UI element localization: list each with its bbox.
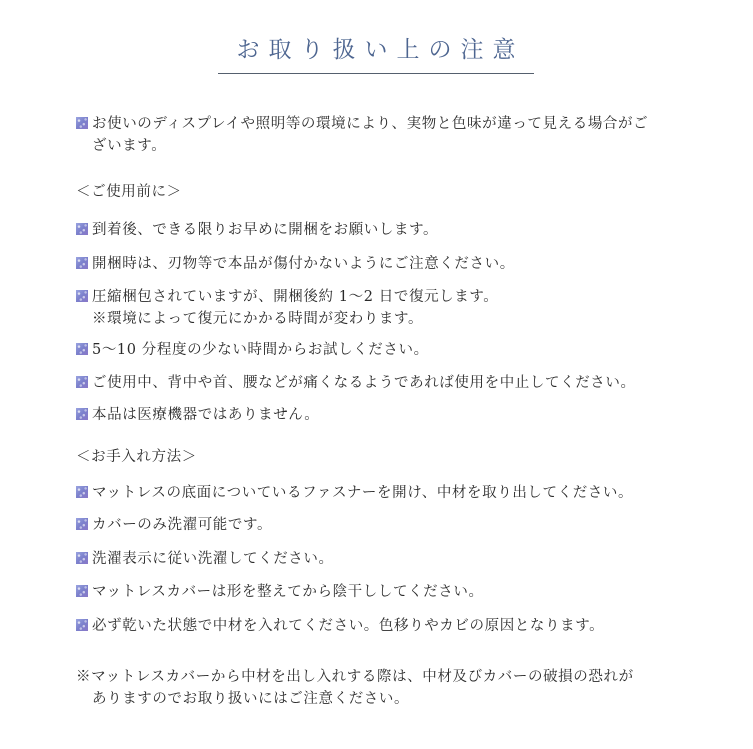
list-item bbox=[76, 615, 604, 637]
bullet-square-icon bbox=[76, 223, 88, 235]
bullet-square-icon bbox=[76, 585, 88, 597]
footnote-line-1: ※マットレスカバーから中材を出し入れする際は、中材及びカバーの破損の恐れが bbox=[76, 669, 634, 685]
list-item-text: ご使用中、背中や首、腰などが痛くなるようであれば使用を中止してください。 bbox=[92, 375, 636, 391]
intro-note bbox=[76, 113, 648, 157]
list-item-text: カバーのみ洗濯可能です。 bbox=[92, 517, 273, 533]
intro-line-2: ざいます。 bbox=[92, 138, 167, 154]
intro-line-1: お使いのディスプレイや照明等の環境により、実物と色味が違って見える場合がご bbox=[92, 116, 649, 132]
list-item-subnote: ※環境によって復元にかかる時間が変わります。 bbox=[92, 311, 424, 327]
list-item bbox=[76, 253, 515, 275]
list-item-text: 本品は医療機器ではありません。 bbox=[92, 407, 320, 423]
list-item-text: マットレスカバーは形を整えてから陰干ししてください。 bbox=[92, 584, 484, 600]
bullet-square-icon bbox=[76, 117, 88, 129]
page-title: お取り扱い上の注意 bbox=[236, 37, 525, 63]
list-item-text: 洗濯表示に従い洗濯してください。 bbox=[92, 551, 334, 567]
bullet-square-icon bbox=[76, 552, 88, 564]
section-heading-care: ＜お手入れ方法＞ bbox=[76, 449, 197, 465]
list-item-text: 圧縮梱包されていますが、開梱後約 1～2 日で復元します。 bbox=[92, 289, 499, 305]
title-underline bbox=[218, 73, 534, 74]
list-item bbox=[76, 286, 498, 330]
bullet-square-icon bbox=[76, 343, 88, 355]
list-item-text: 必ず乾いた状態で中材を入れてください。色移りやカビの原因となります。 bbox=[92, 618, 605, 634]
bullet-square-icon bbox=[76, 518, 88, 530]
list-item-text: 到着後、できる限りお早めに開梱をお願いします。 bbox=[92, 222, 439, 238]
section-heading-before-use: ＜ご使用前に＞ bbox=[76, 184, 182, 200]
bullet-square-icon bbox=[76, 257, 88, 269]
bullet-square-icon bbox=[76, 376, 88, 388]
footnote bbox=[76, 666, 634, 710]
list-item-text: 開梱時は、刃物等で本品が傷付かないようにご注意ください。 bbox=[92, 256, 515, 272]
list-item bbox=[76, 372, 636, 394]
bullet-square-icon bbox=[76, 486, 88, 498]
page-header bbox=[218, 30, 534, 76]
list-item-text: 5～10 分程度の少ない時間からお試しください。 bbox=[92, 342, 429, 358]
list-item bbox=[76, 339, 429, 361]
list-item bbox=[76, 514, 272, 536]
list-item bbox=[76, 219, 438, 241]
bullet-square-icon bbox=[76, 619, 88, 631]
list-item bbox=[76, 548, 334, 570]
bullet-square-icon bbox=[76, 290, 88, 302]
list-item bbox=[76, 404, 319, 426]
bullet-square-icon bbox=[76, 408, 88, 420]
list-item bbox=[76, 482, 633, 504]
footnote-line-2: ありますのでお取り扱いにはご注意ください。 bbox=[92, 691, 410, 707]
list-item-text: マットレスの底面についているファスナーを開け、中材を取り出してください。 bbox=[92, 485, 634, 501]
list-item bbox=[76, 581, 484, 603]
